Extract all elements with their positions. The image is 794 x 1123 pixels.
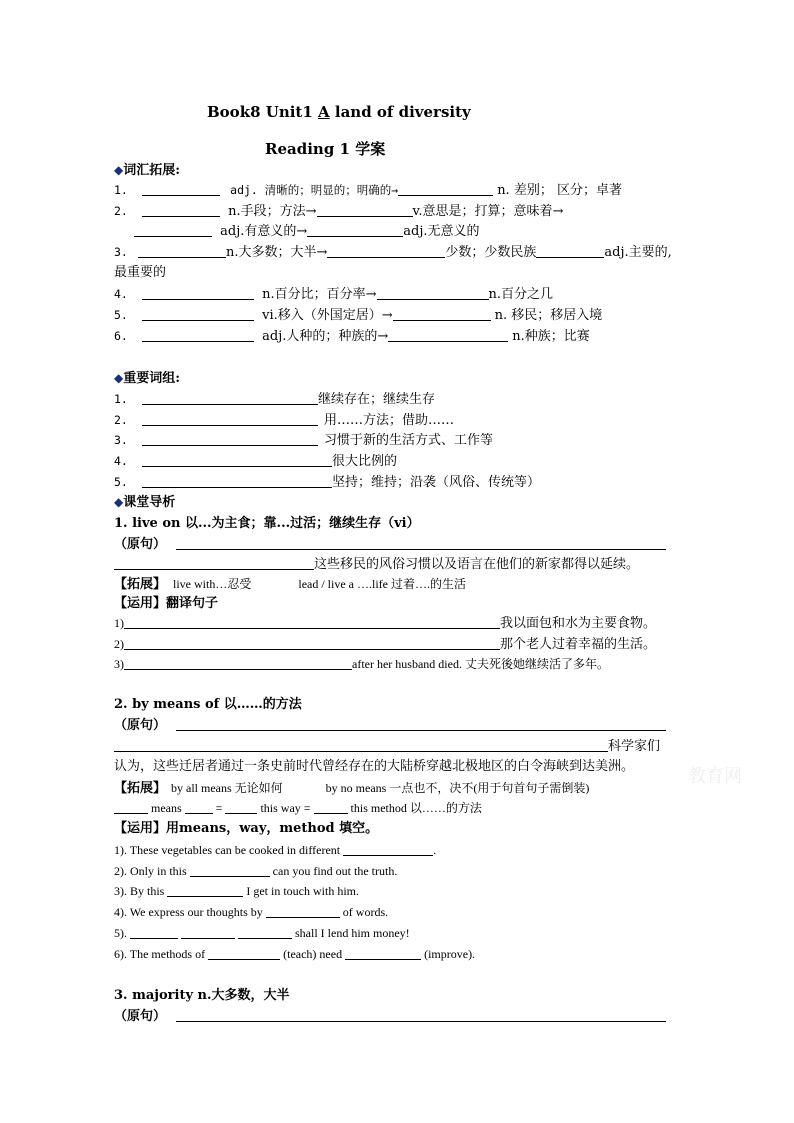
section-1-q1: 1) 我以面包和水为主要食物。 <box>114 615 657 630</box>
section-2-extension: 【拓展】 by all means 无论如何 by no means 一点也不，决不(用于句首句子需倒装) <box>114 780 590 795</box>
answer-blank[interactable] <box>124 635 500 650</box>
answer-blank[interactable] <box>142 411 318 426</box>
section-2-q1: 1). These vegetables can be cooked in different . <box>114 843 437 857</box>
answer-blank[interactable] <box>114 737 608 752</box>
section-1-q3: 3) after her husband died. 丈夫死後她继续活了多年。 <box>114 657 609 671</box>
section-2-original: （原句） <box>114 716 666 735</box>
section-1-title: 1. live on 以...为主食；靠...过活；继续生存（vi） <box>114 516 420 531</box>
answer-blank[interactable] <box>307 222 403 237</box>
section-2-title: 2. by means of 以……的方法 <box>114 697 302 712</box>
answer-blank[interactable] <box>142 285 254 300</box>
phrase-line-5: 5. 坚持；维持；沿袭（风俗、传统等） <box>114 475 541 490</box>
diamond-icon: ◆ <box>114 495 124 509</box>
vocab-line-3: 3. n.大多数；大半→ 少数；少数民族 adj.主要的, <box>114 245 672 260</box>
section-2-equation: means = this way = this method 以……的方法 <box>114 799 482 817</box>
phrase-line-3: 3. 习惯于新的生活方式、工作等 <box>114 433 494 448</box>
answer-blank[interactable] <box>142 452 332 467</box>
answer-blank[interactable] <box>190 862 270 877</box>
answer-blank[interactable] <box>208 945 280 960</box>
answer-blank[interactable] <box>142 202 220 217</box>
answer-blank[interactable] <box>142 390 318 405</box>
section-2-q4: 4). We express our thoughts by of words. <box>114 905 389 919</box>
answer-blank[interactable] <box>142 327 254 342</box>
section-2-q2: 2). Only in this can you find out the truth. <box>114 864 398 878</box>
vocab-line-5: 5. vi.移入（外国定居）→ n. 移民；移居入境 <box>114 308 603 323</box>
guide-heading: ◆课堂导析 <box>114 495 176 510</box>
answer-blank[interactable] <box>130 924 178 939</box>
answer-blank[interactable] <box>327 243 445 258</box>
vocab-heading: ◆词汇拓展: <box>114 163 181 178</box>
answer-blank[interactable] <box>181 924 235 939</box>
answer-blank[interactable] <box>317 202 413 217</box>
section-1-q2: 2) 那个老人过着幸福的生活。 <box>114 636 657 651</box>
phrase-line-2: 2. 用……方法；借助…… <box>114 413 455 428</box>
answer-blank[interactable] <box>124 655 352 670</box>
section-2-original-line3: 认为，这些迁居者通过一条史前时代曾经存在的大陆桥穿越北极地区的白令海峡到达美洲。 <box>114 759 635 774</box>
section-1-use-heading: 【运用】翻译句子 <box>114 596 219 611</box>
answer-blank[interactable] <box>142 181 220 196</box>
section-3-title: 3. majority n.大多数，大半 <box>114 988 290 1003</box>
vocab-line-4: 4. n.百分比；百分率→ n.百分之几 <box>114 287 554 302</box>
answer-blank[interactable] <box>314 799 348 814</box>
answer-blank[interactable] <box>377 285 489 300</box>
section-1-original-tail: 这些移民的风俗习惯以及语言在他们的新家都得以延续。 <box>114 555 639 574</box>
worksheet-title: Book8 Unit1 A land of diversity <box>207 103 471 121</box>
section-3-original: （原句） <box>114 1007 666 1026</box>
answer-blank[interactable] <box>142 306 254 321</box>
answer-blank[interactable] <box>134 222 212 237</box>
watermark: 教育网 <box>688 766 742 787</box>
section-2-use-heading: 【运用】用means，way，method 填空。 <box>114 821 379 836</box>
answer-blank[interactable] <box>176 1007 666 1022</box>
vocab-line-6: 6. adj.人种的；种族的→ n.种族；比赛 <box>114 329 590 344</box>
section-2-original-line2: 科学家们 <box>114 737 660 756</box>
phrases-heading: ◆重要词组: <box>114 371 181 386</box>
answer-blank[interactable] <box>225 799 257 814</box>
answer-blank[interactable] <box>345 945 421 960</box>
answer-blank[interactable] <box>185 799 213 814</box>
vocab-line-2: 2. n.手段；方法→ v.意思是；打算；意味着→ <box>114 204 564 219</box>
section-2-q3: 3). By this I get in touch with him. <box>114 884 359 898</box>
section-2-q6: 6). The methods of (teach) need (improve). <box>114 947 476 961</box>
section-1-extension: 【拓展】 live with…忍受 lead / live a ….life 过着….的生活 <box>114 576 466 591</box>
answer-blank[interactable] <box>343 841 433 856</box>
phrase-line-4: 4. 很大比例的 <box>114 454 398 469</box>
answer-blank[interactable] <box>138 243 226 258</box>
answer-blank[interactable] <box>393 306 491 321</box>
answer-blank[interactable] <box>176 716 666 731</box>
answer-blank[interactable] <box>266 903 340 918</box>
answer-blank[interactable] <box>167 882 243 897</box>
worksheet-subtitle: Reading 1 学案 <box>265 140 386 158</box>
section-1-original: （原句） <box>114 535 666 554</box>
answer-blank[interactable] <box>536 243 604 258</box>
answer-blank[interactable] <box>114 799 148 814</box>
diamond-icon: ◆ <box>114 163 124 177</box>
answer-blank[interactable] <box>124 614 500 629</box>
answer-blank[interactable] <box>176 535 666 550</box>
answer-blank[interactable] <box>114 555 314 570</box>
answer-blank[interactable] <box>238 924 292 939</box>
vocab-line-2b: adj.有意义的→ adj.无意义的 <box>134 222 480 241</box>
vocab-line-3b: 最重要的 <box>114 265 167 280</box>
answer-blank[interactable] <box>142 431 318 446</box>
vocab-line-1: 1. adj. 清晰的；明显的；明确的→ n. 差别； 区分；卓著 <box>114 183 622 198</box>
answer-blank[interactable] <box>142 473 332 488</box>
section-2-q5: 5). shall I lend him money! <box>114 926 410 940</box>
answer-blank[interactable] <box>398 181 493 196</box>
diamond-icon: ◆ <box>114 371 124 385</box>
phrase-line-1: 1. 继续存在；继续生存 <box>114 392 436 407</box>
answer-blank[interactable] <box>388 327 508 342</box>
